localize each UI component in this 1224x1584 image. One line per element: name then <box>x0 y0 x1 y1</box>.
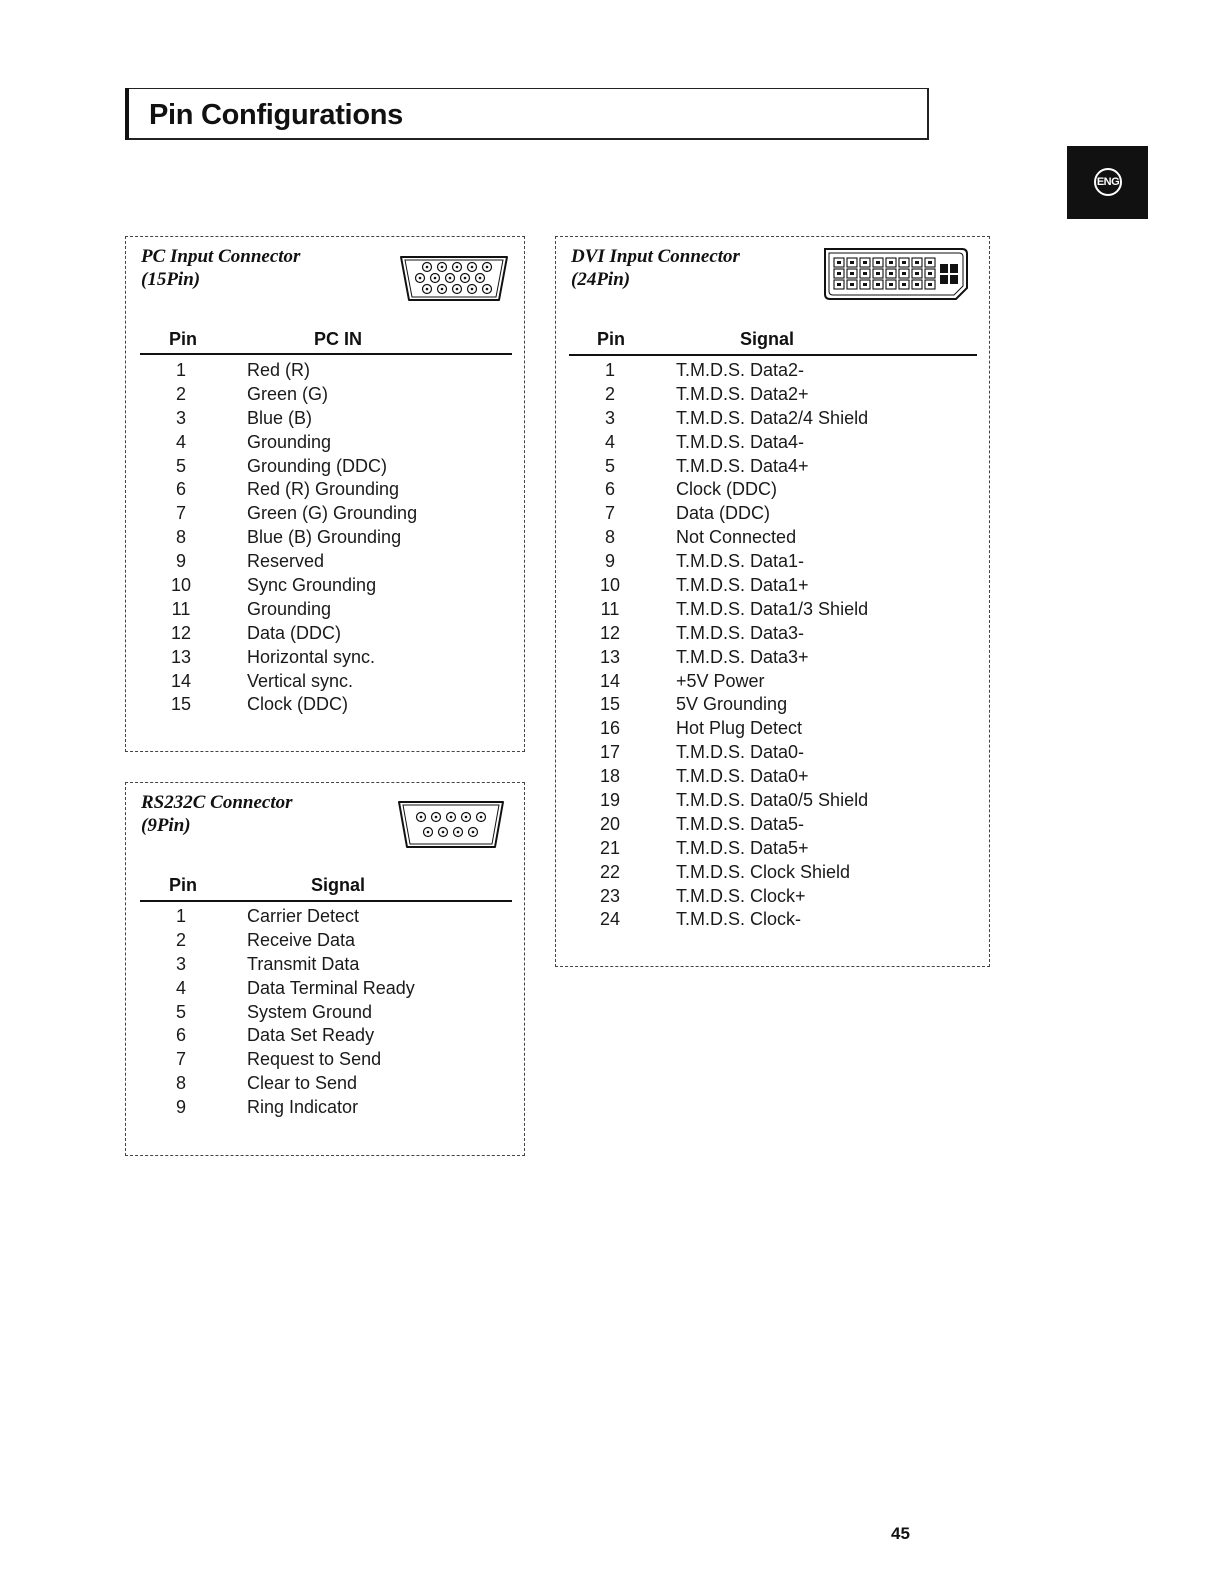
table-row <box>161 455 511 479</box>
dvi-input-col-signal: Signal <box>740 329 795 349</box>
rs232c-header-rule <box>140 900 512 902</box>
pin-signal: Ring Indicator <box>247 1097 359 1118</box>
pin-number: 9 <box>175 1097 186 1118</box>
pin-signal: Hot Plug Detect <box>676 718 803 739</box>
pin-number: 1 <box>604 360 615 380</box>
page-title-box <box>125 88 929 140</box>
table-row <box>161 431 511 455</box>
pin-signal: T.M.D.S. Data3+ <box>676 646 809 667</box>
pin-number: 8 <box>604 527 615 548</box>
dvi-input-rows <box>590 359 980 932</box>
pin-signal: T.M.D.S. Data0/5 Shield <box>676 790 869 811</box>
pc-input-header-rule <box>140 353 512 355</box>
pin-number: 3 <box>604 407 615 428</box>
pin-number: 11 <box>600 598 620 619</box>
pin-number: 7 <box>175 1049 186 1070</box>
table-row <box>161 526 511 550</box>
rs232c-rows <box>161 905 511 1120</box>
pin-number: 10 <box>599 575 621 596</box>
table-row <box>590 670 980 694</box>
pin-signal: T.M.D.S. Clock Shield <box>676 861 851 882</box>
pin-signal: Red (R) <box>247 360 311 380</box>
pin-number: 8 <box>175 527 186 548</box>
pin-number: 6 <box>175 479 186 500</box>
pin-signal: Horizontal sync. <box>247 646 376 667</box>
rs232c-title <box>141 791 293 837</box>
pin-signal: T.M.D.S. Data2- <box>676 360 805 380</box>
pin-number: 21 <box>599 837 621 858</box>
pin-signal: Data Terminal Ready <box>247 977 415 998</box>
table-row <box>161 598 511 622</box>
pin-number: 15 <box>170 694 192 715</box>
pin-signal: Transmit Data <box>247 953 360 974</box>
pin-signal: Sync Grounding <box>247 575 377 596</box>
language-tab <box>1067 146 1148 219</box>
table-row <box>161 1096 511 1120</box>
table-row <box>590 455 980 479</box>
pin-number: 23 <box>599 885 621 906</box>
pin-number: 24 <box>599 909 621 930</box>
pin-number: 7 <box>175 503 186 524</box>
pin-number: 19 <box>599 790 621 811</box>
pin-signal: T.M.D.S. Clock+ <box>676 885 806 906</box>
table-row <box>590 574 980 598</box>
pin-number: 1 <box>175 906 186 926</box>
table-row <box>590 550 980 574</box>
dvi-connector-icon <box>822 246 970 302</box>
pin-signal: Data Set Ready <box>247 1025 375 1046</box>
table-row <box>161 550 511 574</box>
table-row <box>161 407 511 431</box>
table-row <box>161 977 511 1001</box>
table-row <box>590 383 980 407</box>
table-row <box>590 837 980 861</box>
serial-connector-icon <box>396 797 506 851</box>
pc-input-panel <box>125 236 525 752</box>
dvi-input-col-pin: Pin <box>597 329 626 349</box>
pin-signal: Vertical sync. <box>247 670 354 691</box>
table-row <box>161 574 511 598</box>
pin-number: 18 <box>599 766 621 787</box>
pin-signal: Grounding <box>247 598 332 619</box>
pin-signal: T.M.D.S. Data4- <box>676 431 805 452</box>
pin-signal: Receive Data <box>247 929 356 950</box>
pin-number: 4 <box>604 431 615 452</box>
pin-signal: T.M.D.S. Data5+ <box>676 837 809 858</box>
pin-signal: Red (R) Grounding <box>247 479 400 500</box>
table-row <box>161 670 511 694</box>
pin-signal: T.M.D.S. Data2/4 Shield <box>676 407 869 428</box>
pin-number: 2 <box>604 383 615 404</box>
pin-number: 6 <box>604 479 615 500</box>
pc-input-col-pin: Pin <box>169 329 198 349</box>
table-row <box>161 905 511 929</box>
pin-number: 13 <box>170 646 192 667</box>
pin-signal: Clock (DDC) <box>247 694 348 715</box>
table-row <box>161 1048 511 1072</box>
rs232c-title-line2: (9Pin) <box>141 815 191 836</box>
table-row <box>161 646 511 670</box>
pin-signal: Clock (DDC) <box>676 479 777 500</box>
table-row <box>590 407 980 431</box>
table-row <box>161 478 511 502</box>
pin-signal: T.M.D.S. Data4+ <box>676 455 809 476</box>
dvi-input-title <box>571 245 740 291</box>
table-row <box>590 908 980 932</box>
pin-signal: T.M.D.S. Data5- <box>676 813 805 834</box>
pin-number: 22 <box>599 861 621 882</box>
pc-input-title-line1: PC Input Connector <box>141 246 301 267</box>
pin-signal: T.M.D.S. Data1- <box>676 551 805 572</box>
pin-signal: Data (DDC) <box>247 622 342 643</box>
pc-input-col-signal: PC IN <box>314 329 363 349</box>
pin-signal: Not Connected <box>676 527 797 548</box>
dvi-input-header-rule <box>569 354 977 356</box>
page-number: 45 <box>891 1524 910 1543</box>
pin-signal: Request to Send <box>247 1049 382 1070</box>
pin-signal: Grounding (DDC) <box>247 455 388 476</box>
pin-number: 12 <box>599 622 621 643</box>
title-accent-bar <box>125 88 129 140</box>
table-row <box>590 717 980 741</box>
dvi-input-panel <box>555 236 990 967</box>
pin-number: 4 <box>175 977 186 998</box>
table-row <box>161 1001 511 1025</box>
pin-signal: +5V Power <box>676 670 765 691</box>
pin-signal: System Ground <box>247 1001 373 1022</box>
pc-input-title-line2: (15Pin) <box>141 269 201 290</box>
table-row <box>590 478 980 502</box>
table-row <box>161 383 511 407</box>
pin-signal: Clear to Send <box>247 1073 358 1094</box>
pin-number: 6 <box>175 1025 186 1046</box>
pin-number: 17 <box>599 742 621 763</box>
pin-signal: Data (DDC) <box>676 503 771 524</box>
table-row <box>590 646 980 670</box>
table-row <box>590 885 980 909</box>
pin-signal: Green (G) <box>247 383 329 404</box>
table-row <box>590 526 980 550</box>
table-row <box>590 598 980 622</box>
table-row <box>590 431 980 455</box>
pin-signal: T.M.D.S. Clock- <box>676 909 802 930</box>
pin-number: 3 <box>175 953 186 974</box>
table-row <box>590 765 980 789</box>
pin-number: 5 <box>175 455 186 476</box>
table-row <box>161 622 511 646</box>
pin-number: 2 <box>175 383 186 404</box>
table-row <box>161 502 511 526</box>
pin-number: 10 <box>170 575 192 596</box>
pin-number: 9 <box>175 551 186 572</box>
pin-number: 14 <box>170 670 192 691</box>
pin-signal: Grounding <box>247 431 332 452</box>
rs232c-col-pin: Pin <box>169 875 198 895</box>
table-row <box>590 359 980 383</box>
rs232c-col-signal: Signal <box>311 875 366 895</box>
pin-number: 2 <box>175 929 186 950</box>
pin-number: 20 <box>599 813 621 834</box>
pin-signal: T.M.D.S. Data1/3 Shield <box>676 598 869 619</box>
pin-signal: T.M.D.S. Data3- <box>676 622 805 643</box>
table-row <box>161 929 511 953</box>
table-row <box>590 789 980 813</box>
pin-number: 5 <box>604 455 615 476</box>
pc-input-title <box>141 245 300 291</box>
table-row <box>590 741 980 765</box>
pin-number: 15 <box>599 694 621 715</box>
eng-badge: ENG <box>1094 168 1122 196</box>
pin-signal: Carrier Detect <box>247 906 360 926</box>
table-row <box>161 1072 511 1096</box>
pin-signal: Reserved <box>247 551 325 572</box>
pin-signal: Blue (B) <box>247 407 313 428</box>
pin-number: 5 <box>175 1001 186 1022</box>
dvi-input-title-line1: DVI Input Connector <box>571 246 740 267</box>
pin-signal: Green (G) Grounding <box>247 503 418 524</box>
table-row <box>590 813 980 837</box>
pin-number: 9 <box>604 551 615 572</box>
pc-input-rows <box>161 359 511 717</box>
table-row <box>590 861 980 885</box>
pin-number: 13 <box>599 646 621 667</box>
pin-signal: T.M.D.S. Data0- <box>676 742 805 763</box>
page-title: Pin Configurations <box>149 99 403 131</box>
pin-signal: Blue (B) Grounding <box>247 527 402 548</box>
table-row <box>161 1024 511 1048</box>
table-row <box>161 953 511 977</box>
pin-number: 14 <box>599 670 621 691</box>
pin-number: 8 <box>175 1073 186 1094</box>
pin-number: 3 <box>175 407 186 428</box>
table-row <box>161 359 511 383</box>
rs232c-title-line1: RS232C Connector <box>141 792 293 813</box>
table-row <box>590 622 980 646</box>
dvi-input-title-line2: (24Pin) <box>571 269 631 290</box>
pin-signal: 5V Grounding <box>676 694 788 715</box>
pin-number: 4 <box>175 431 186 452</box>
pin-number: 16 <box>599 718 621 739</box>
table-row <box>590 502 980 526</box>
vga-connector-icon <box>398 253 510 303</box>
pin-number: 1 <box>175 360 186 380</box>
pin-signal: T.M.D.S. Data0+ <box>676 766 809 787</box>
pin-number: 7 <box>604 503 615 524</box>
table-row <box>161 693 511 717</box>
pin-number: 11 <box>171 598 191 619</box>
rs232c-panel <box>125 782 525 1156</box>
pin-number: 12 <box>170 622 192 643</box>
pin-signal: T.M.D.S. Data1+ <box>676 575 809 596</box>
pin-signal: T.M.D.S. Data2+ <box>676 383 809 404</box>
table-row <box>590 693 980 717</box>
